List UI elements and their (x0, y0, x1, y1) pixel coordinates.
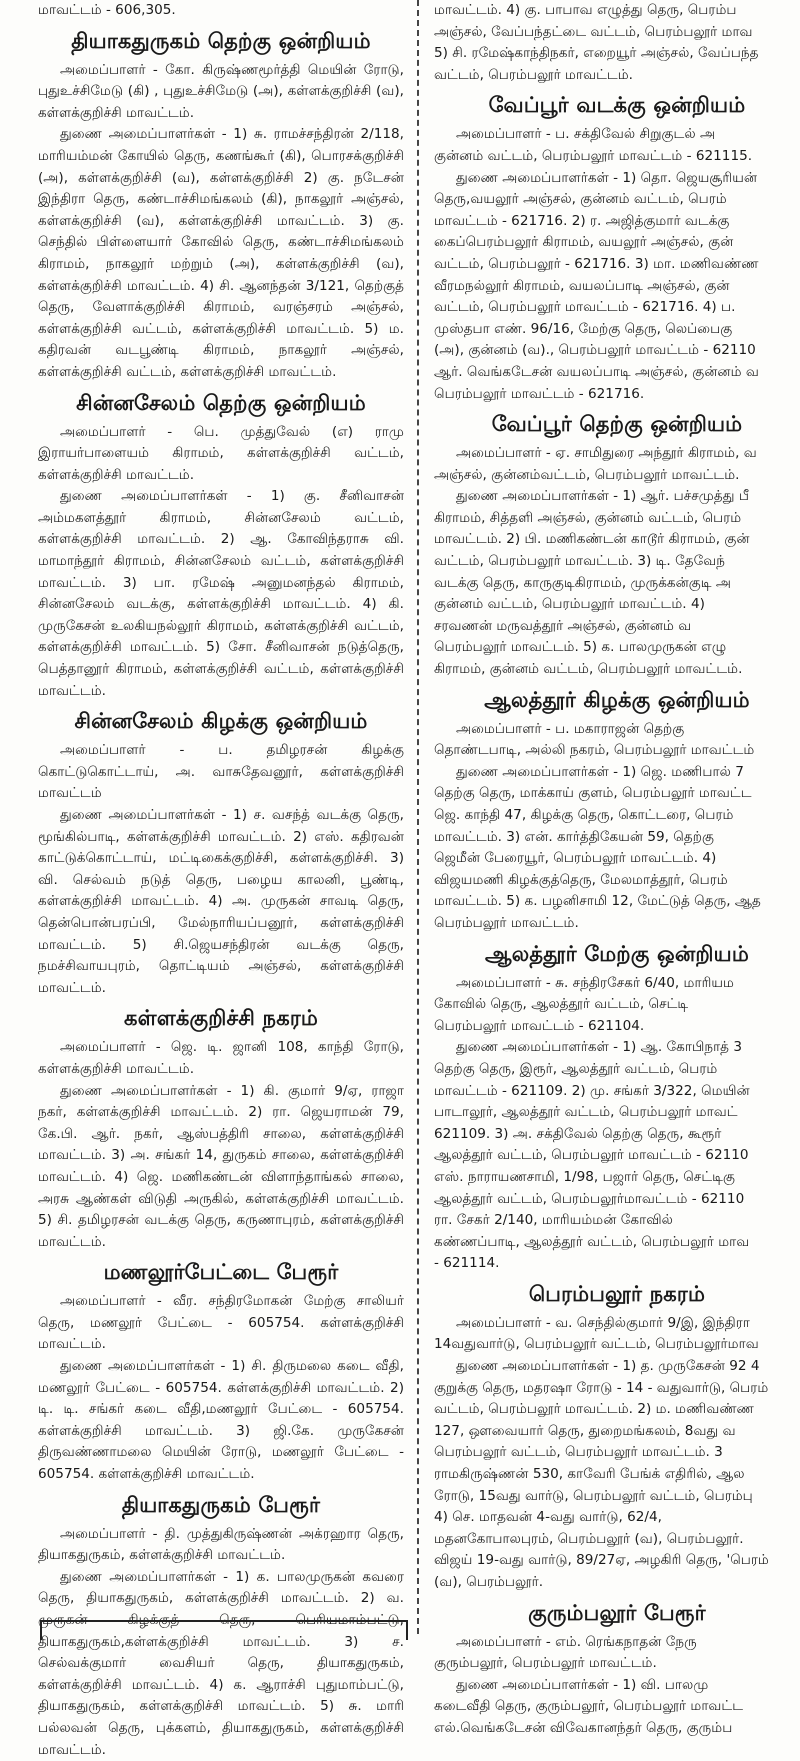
text-line: கண்ணப்பாடி, ஆலத்தூர் வட்டம், பெரம்பலூர் மாவ (434, 1233, 750, 1250)
section-heading: தியாகதுருகம் தெற்கு ஒன்றியம் (71, 27, 371, 53)
organiser-paragraph: அமைப்பாளர் - பெ. முத்துவேல் (எ) ராமு இராயர்பாளையம் கிராமம், கள்ளக்குறிச்சி வட்டம், கள்ளக்குறிச்சி மாவட்டம். (38, 423, 404, 483)
text-line: வீரமநல்லூர் கிராமம், வயலப்பாடி அஞ்சல், குன் (434, 277, 730, 294)
deputy-organisers-paragraph: துணை அமைப்பாளர்கள் - 1) கி. குமார் 9/ஏ, ராஜா நகர், கள்ளக்குறிச்சி மாவட்டம். 2) ரா. ஜெயராமன் 79, கே.பி. ஆர். நகர், ஆஸ்பத்திரி சாலை, கள்ளக்குறிச்சி மாவட்டம். 3) அ. சங்கர் 14, துருகம் சாலை, கள்ளக்குறிச்சி மாவட்டம். 4) ஜெ. மணிகண்டன் விளாந்தாங்கல் சாலை, அரசு ஆண்கள் விடுதி அருகில், கள்ளக்குறிச்சி மாவட்டம். 5) சி. தமிழரசன் வடக்கு தெரு, கருணாபுரம், கள்ளக்குறிச்சி மாவட்டம். (38, 1082, 404, 1250)
right-section (434, 1277, 800, 1594)
text-line: விஜயமணி கிழக்குத்தெரு, மேலமாத்தூர், பெரம் (434, 871, 728, 888)
section-heading: ஆலத்தூர் கிழக்கு ஒன்றியம் (484, 686, 750, 712)
right-top-fragment (434, 0, 800, 86)
organiser-paragraph: அமைப்பாளர் - வீர. சந்திரமோகன் மேற்கு சாலியர் தெரு, மணலூர் பேட்டை - 605754. கள்ளக்குறிச்சி மாவட்டம். (38, 1293, 404, 1353)
text-line: மாவட்டம். 4) கு. பாபாவ எழுத்து தெரு, பெரம்ப (434, 2, 737, 18)
right-section (434, 407, 800, 681)
left-section (38, 1001, 404, 1253)
text-line: குன்னம் வட்டம், பெரம்பலூர் மாவட்டம். 4) (434, 596, 705, 613)
right-sections (434, 88, 800, 1739)
text-line: முஸ்தபா எண். 96/16, மேற்கு தெரு, லெப்பைகு (434, 320, 733, 337)
deputy-organisers-paragraph: துணை அமைப்பாளர்கள் - 1) சு. ராமச்சந்திரன் 2/118, மாரியம்மன் கோயில் தெரு, கணங்கூர் (கி), பொரசக்குறிச்சி (அ), கள்ளக்குறிச்சி (வ), கள்ளக்குறிச்சி 2) கு. நடேசன் இந்திரா தெரு, கண்டாச்சிமங்கலம் (கி), நாகலூர் அஞ்சல், கள்ளக்குறிச்சி (வ), கள்ளக்குறிச்சி மாவட்டம். 3) கு. செந்தில் பிள்ளையார் கோவில் தெரு, கண்டாச்சிமங்கலம் கிராமம், நாகலூர் மற்றும் (அ), கள்ளக்குறிச்சி (வ), கள்ளக்குறிச்சி மாவட்டம். 4) சி. ஆனந்தன் 3/121, தெற்குத் தெரு, வேளாக்குறிச்சி கிராமம், வரஞ்சரம் அஞ்சல், கள்ளக்குறிச்சி வட்டம், கள்ளக்குறிச்சி மாவட்டம். 5) ம. கதிரவன் வடபூண்டி கிராமம், நாகலூர் அஞ்சல், கள்ளக்குறிச்சி வட்டம், கள்ளக்குறிச்சி மாவட்டம். (38, 126, 404, 380)
right-section (434, 937, 800, 1275)
text-line: அமைப்பாளர் - எம். ரெங்கநாதன் நேரு (456, 1633, 697, 1650)
text-line: அமைப்பாளர் - ப. சக்திவேல் சிறுகுடல் அ (456, 126, 716, 143)
section-heading: வேப்பூர் வடக்கு ஒன்றியம் (488, 92, 746, 118)
text-line: கோவில் தெரு, ஆலத்தூர் வட்டம், செட்டி (434, 996, 689, 1013)
text-line: மதனகோபாலபுரம், பெரம்பலூர் (வ), பெரம்பலூர். (434, 1530, 744, 1547)
text-line: (வ), பெரம்பலூர். (434, 1574, 544, 1590)
text-line: விஜய் 19-வது வார்டு, 89/27ஏ, அழகிரி தெரு, 'பெரம் (434, 1552, 769, 1569)
text-line: துணை அமைப்பாளர்கள் - 1) தொ. ஜெயசூரியன் (456, 169, 758, 186)
left-section (38, 1255, 404, 1485)
text-line: கிராமம், சித்தளி அஞ்சல், குன்னம் வட்டம், பெரம் (434, 509, 742, 526)
organiser-paragraph: அமைப்பாளர் - ப. தமிழரசன் கிழக்கு கொட்டுகொட்டாய், அ. வாசுதேவனூர், கள்ளக்குறிச்சி மாவட்டம் (38, 742, 404, 802)
text-line: அஞ்சல், வேப்பந்தட்டை வட்டம், பெரம்பலூர் மாவ (434, 23, 753, 40)
text-line: குறுக்கு தெரு, மதரஷா ரோடு - 14 - வதுவார்டு, பெரம் (434, 1379, 769, 1396)
text-line: மாவட்டம் - 621716. 2) ர. அஜித்குமார் வடக்கு (434, 212, 730, 229)
text-line: ரா. சேகர் 2/140, மாரியம்மன் கோவில் (434, 1212, 673, 1229)
text-line: பெரம்பலூர் மாவட்டம். 5) க. பாலமுருகன் எழு (434, 639, 727, 656)
text-line: தெற்கு தெரு, இரூர், ஆலத்தூர் வட்டம், பெரம் (434, 1060, 718, 1077)
text-line: தெற்கு தெரு, மாக்காய் குளம், பெரம்பலூர் மாவட்ட (434, 785, 752, 802)
text-line: 621109. 3) அ. சக்திவேல் தெற்கு தெரு, கூரூர் (434, 1125, 722, 1142)
section-heading: பெரம்பலூர் நகரம் (528, 1280, 706, 1306)
text-line: வட்டம், பெரம்பலூர் மாவட்டம். 2) ம. மணிவண்ண (434, 1401, 754, 1418)
section-heading: தியாகதுருகம் பேரூர் (121, 1491, 321, 1517)
text-line: ஆர். வெங்கடேசன் வயலப்பாடி அஞ்சல், குன்னம் வ (434, 363, 759, 380)
right-column (426, 0, 800, 1736)
text-line: அமைப்பாளர் - ஏ. சாமிதுரை அந்தூர் கிராமம், வ (456, 445, 757, 462)
text-line: ஆலத்தூர் வட்டம், பெரம்பலூர் மாவட்டம் - 62110 (434, 1147, 749, 1164)
right-section (434, 88, 800, 405)
deputy-organisers-paragraph: துணை அமைப்பாளர்கள் - 1) க. பாலமுருகன் கவரை தெரு, தியாகதுருகம், கள்ளக்குறிச்சி மாவட்டம். 2) வ. முருகன் கிழக்குத் தெரு, பெரியமாம்பட்டு, தியாகதுருகம்,கள்ளக்குறிச்சி மாவட்டம். 3) ச. செல்வக்குமார் வைசியர் தெரு, தியாகதுருகம், கள்ளக்குறிச்சி மாவட்டம். 4) க. ஆராச்சி புதுமாம்பட்டு, தியாகதுருகம், கள்ளக்குறிச்சி மாவட்டம். 5) சு. மாரி பல்லவன் தெரு, புக்களம், தியாகதுருகம், கள்ளக்குறிச்சி மாவட்டம். (38, 1568, 404, 1758)
text-line: ராமகிருஷ்ணன் 530, காவேரி பேங்க் எதிரில், ஆல (434, 1466, 745, 1483)
text-line: அமைப்பாளர் - ப. மகாராஜன் தெற்கு (456, 720, 685, 737)
text-line: மாவட்டம். 3) என். கார்த்திகேயன் 59, தெற்கு (434, 828, 714, 845)
left-section (38, 704, 404, 999)
text-line: 14வதுவார்டு, பெரம்பலூர் வட்டம், பெரம்பலூர்மாவ (434, 1336, 759, 1353)
section-heading: சின்னசேலம் கிழக்கு ஒன்றியம் (74, 708, 368, 734)
organiser-paragraph: அமைப்பாளர் - ஜெ. டி. ஜானி 108, காந்தி ரோடு, கள்ளக்குறிச்சி மாவட்டம். (38, 1039, 404, 1077)
text-line: எஸ். நாராயணசாமி, 1/98, பஜார் தெரு, செட்டிகு (434, 1168, 735, 1185)
text-line: பெரம்பலூர் மாவட்டம் - 621104. (434, 1017, 645, 1034)
text-line: கடைவீதி தெரு, குரும்பலூர், பெரம்பலூர் மாவட்ட (434, 1698, 744, 1715)
deputy-organisers-paragraph: துணை அமைப்பாளர்கள் - 1) சி. திருமலை கடை வீதி, மணலூர் பேட்டை - 605754. கள்ளக்குறிச்சி மாவட்டம். 2) டி. டி. சங்கர் கடை வீதி,மணலூர் பேட்டை - 605754. கள்ளக்குறிச்சி மாவட்டம். 3) ஜி.கே. முருகேசன் திருவண்ணாமலை மெயின் ரோடு, மணலூர் பேட்டை - 605754. கள்ளக்குறிச்சி மாவட்டம். (38, 1358, 404, 1483)
text-line: எல்.வெங்கடேசன் விவேகானந்தர் தெரு, குரும்ப (434, 1719, 733, 1736)
text-line: துணை அமைப்பாளர்கள் - 1) ஜெ. மணிபால் 7 (456, 763, 744, 780)
text-line: வட்டம், பெரம்பலூர் - 621716. 3) மா. மணிவண்ண (434, 255, 759, 272)
text-line: ஆலத்தூர் வட்டம், பெரம்பலூர்மாவட்டம் - 62110 (434, 1190, 745, 1207)
text-line: ரோடு, 15வது வார்டு, பெரம்பலூர் வட்டம், பெரம்பு (434, 1487, 753, 1504)
text-line: வட்டம், பெரம்பலூர் மாவட்டம். 3) டி. தேவேந் (434, 553, 725, 570)
organiser-paragraph: அமைப்பாளர் - கோ. கிருஷ்ணமூர்த்தி மெயின் ரோடு, புதுஉச்சிமேடு (கி) , புதுஉச்சிமேடு (அ), கள்ளக்குறிச்சி (வ), கள்ளக்குறிச்சி மாவட்டம். (38, 61, 404, 121)
deputy-organisers-paragraph: துணை அமைப்பாளர்கள் - 1) ச. வசந்த் வடக்கு தெரு, மூங்கில்பாடி, கள்ளக்குறிச்சி மாவட்டம். 2) எஸ். கதிரவன் காட்டுக்கொட்டாய், மட்டிகைக்குறிச்சி, கள்ளக்குறிச்சி. 3) வி. செல்வம் நடுத் தெரு, பழைய காலனி, பூண்டி, கள்ளக்குறிச்சி மாவட்டம். 4) அ. முருகன் சாவடி தெரு, தென்பொன்பரப்பி, மேல்நாரியப்பனூர், கள்ளக்குறிச்சி மாவட்டம். 5) சி.ஜெயசந்திரன் வடக்கு தெரு, நமச்சிவாயபுரம், தொட்டியம் அஞ்சல், கள்ளக்குறிச்சி மாவட்டம். (38, 807, 404, 996)
section-heading: சின்னசேலம் தெற்கு ஒன்றியம் (76, 389, 366, 415)
text-line: தெரு,வயலூர் அஞ்சல், குன்னம் வட்டம், பெரம் (434, 191, 727, 208)
text-line: ஜெமீன் பேரையூர், பெரம்பலூர் மாவட்டம். 4) (434, 850, 717, 867)
text-line: கிராமம், குன்னம் வட்டம், பெரம்பலூர் மாவட்டம். (434, 661, 743, 678)
text-line: துணை அமைப்பாளர்கள் - 1) ஆர். பச்சமுத்து பீ (456, 488, 749, 505)
text-line: வட்டம், பெரம்பலூர் மாவட்டம் - 621716. 4) ப. (434, 299, 736, 316)
text-line: தொண்டபாடி, அல்லி நகரம், பெரம்பலூர் மாவட்டம் (434, 742, 755, 759)
text-line: சரவணன் மருவத்தூர் அஞ்சல், குன்னம் வ (434, 617, 692, 634)
column-divider (417, 0, 419, 1634)
section-heading: கள்ளக்குறிச்சி நகரம் (123, 1005, 318, 1031)
text-line: 4) செ. மாதவன் 4-வது வார்டு, 62/4, (434, 1509, 662, 1526)
left-section (38, 24, 404, 384)
right-section (434, 683, 800, 935)
bottom-box-edge (40, 1620, 408, 1640)
text-line: பெரம்பலூர் மாவட்டம் - 621716. (434, 385, 645, 402)
section-heading: மணலூர்பேட்டை பேரூர் (103, 1259, 339, 1285)
text-line: மாவட்டம். 2) பி. மணிகண்டன் காடூர் கிராமம், குன் (434, 531, 750, 548)
text-line: குன்னம் வட்டம், பெரம்பலூர் மாவட்டம் - 621115. (434, 147, 753, 164)
text-line: துணை அமைப்பாளர்கள் - 1) ஆ. கோபிநாத் 3 (456, 1039, 742, 1056)
text-line: 5) சி. ரமேஷ்காந்திநகர், எறையூர் அஞ்சல், வேப்பந்த (434, 45, 759, 62)
text-line: அமைப்பாளர் - வ. செந்தில்குமார் 9/இ, இந்திரா (456, 1314, 750, 1331)
text-line: மாவட்டம் - 621109. 2) மு. சங்கர் 3/322, மெயின் (434, 1082, 750, 1099)
section-heading: ஆலத்தூர் மேற்கு ஒன்றியம் (485, 940, 749, 966)
text-line: துணை அமைப்பாளர்கள் - 1) வி. பாலமு (456, 1676, 709, 1693)
text-line: வட்டம், பெரம்பலூர் மாவட்டம். (434, 66, 634, 83)
left-section (38, 386, 404, 703)
left-top-fragment: மாவட்டம் - 606,305. (38, 2, 176, 18)
text-line: ஜெ. காந்தி 47, கிழக்கு தெரு, கொட்டரை, பெரம் (434, 807, 734, 823)
text-line: பெரம்பலூர் மாவட்டம். (434, 914, 579, 931)
text-line: பாடாலூர், ஆலத்தூர் வட்டம், பெரம்பலூர் மாவட் (434, 1104, 738, 1121)
text-line: கைப்பெரம்பலூர் கிராமம், வயலூர் அஞ்சல், குன் (434, 234, 734, 251)
section-heading: வேப்பூர் தெற்கு ஒன்றியம் (491, 411, 743, 437)
text-line: துணை அமைப்பாளர்கள் - 1) த. முருகேசன் 92 4 (456, 1358, 760, 1375)
deputy-organisers-paragraph: துணை அமைப்பாளர்கள் - 1) கு. சீனிவாசன் அம்மகளத்தூர் கிராமம், சின்னசேலம் வட்டம், கள்ளக்குறிச்சி மாவட்டம். 2) ஆ. கோவிந்தராசு வி. மாமாந்தூர் கிராமம், சின்னசேலம் வட்டம், கள்ளக்குறிச்சி மாவட்டம். 3) பா. ரமேஷ் அனுமனந்தல் கிராமம், சின்னசேலம் வடக்கு, கள்ளக்குறிச்சி மாவட்டம். 4) கி. முருகேசன் உலகியநல்லூர் கிராமம், கள்ளக்குறிச்சி வட்டம், கள்ளக்குறிச்சி மாவட்டம். 5) சோ. சீனிவாசன் நடுத்தெரு, பெத்தானூர் கிராமம், கள்ளக்குறிச்சி வட்டம், கள்ளக்குறிச்சி மாவட்டம். (38, 488, 404, 699)
text-line: வடக்கு தெரு, காருகுடிகிராமம், முருக்கன்குடி அ (434, 574, 732, 591)
text-line: - 621114. (434, 1255, 500, 1272)
text-line: குரும்பலூர், பெரம்பலூர் மாவட்டம். (434, 1655, 657, 1672)
text-line: மாவட்டம். 5) க. பழனிசாமி 12, மேட்டுத் தெரு, ஆத (434, 893, 761, 910)
text-line: 127, ஔவையார் தெரு, துறைமங்கலம், 8வது வ (434, 1422, 736, 1439)
text-line: அஞ்சல், குன்னம்வட்டம், பெரம்பலூர் மாவட்டம். (434, 466, 740, 483)
organiser-paragraph: அமைப்பாளர் - தி. முத்துகிருஷ்ணன் அக்ரஹார தெரு, தியாகதுருகம், கள்ளக்குறிச்சி மாவட்டம். (38, 1525, 404, 1564)
text-line: அமைப்பாளர் - சு. சந்திரசேகர் 6/40, மாரியம (456, 974, 734, 991)
section-heading: குரும்பலூர் பேரூர் (528, 1599, 706, 1625)
right-section (434, 1596, 800, 1740)
text-line: பெரம்பலூர் வட்டம், பெரம்பலூர் மாவட்டம். 3 (434, 1444, 723, 1461)
left-sections (38, 24, 404, 1761)
text-line: (அ), குன்னம் (வ)., பெரம்பலூர் மாவட்டம் - 62110 (434, 342, 756, 359)
